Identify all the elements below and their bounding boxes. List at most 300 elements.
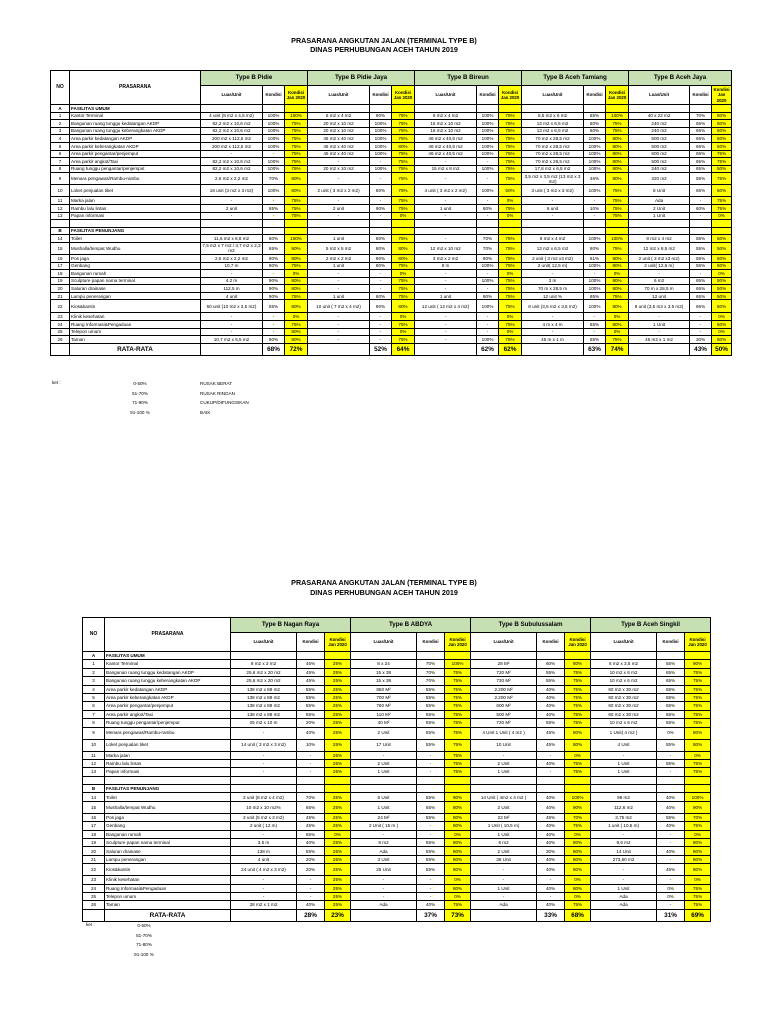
row-prasarana: FASILITAS PENUNJANG <box>105 785 231 793</box>
cell-kondisi-jan: 50% <box>712 262 732 270</box>
cell-kondisi: 90% <box>263 277 285 285</box>
cell-kondisi-jan: 75% <box>685 693 711 701</box>
cell-kondisi-jan: 75% <box>285 135 308 143</box>
row-number: 6 <box>83 702 105 710</box>
cell-kondisi: - <box>657 839 685 847</box>
cell-luas: 1 unit <box>415 292 477 300</box>
cell-luas: - <box>308 197 370 205</box>
cell-kondisi: - <box>263 270 285 278</box>
cell-kondisi-jan: 25% <box>325 677 351 685</box>
cell-kondisi: 100% <box>263 158 285 166</box>
cell-kondisi: 45% <box>537 813 565 821</box>
rata-kondisi: 43% <box>690 343 712 355</box>
cell-luas: 1 Unit <box>629 212 690 220</box>
cell-luas: 1 unit <box>308 235 370 243</box>
cell-luas: 1 unit <box>415 204 477 212</box>
cell-kondisi-jan: 75% <box>565 702 591 710</box>
cell-luas <box>522 105 584 113</box>
cell-luas: 2 unit <box>308 204 370 212</box>
cell-kondisi-jan: 0% <box>685 876 711 884</box>
row-prasarana: Menara pengawas/Rambu-rambu <box>105 727 231 739</box>
cell-luas: 12 m2 x 8,5 m2 <box>629 242 690 254</box>
cell-luas: 46 m2 x 40,5 m2 <box>415 142 477 150</box>
cell-kondisi-jan <box>606 227 629 235</box>
legend-range: 91-100 % <box>130 409 150 415</box>
cell-kondisi: 100% <box>263 112 285 120</box>
row-number: 9 <box>51 173 70 185</box>
col-no-header: NO <box>83 618 105 652</box>
blank-row <box>51 220 732 228</box>
cell-kondisi: 65% <box>297 801 325 813</box>
cell-kondisi: 55% <box>297 685 325 693</box>
cell-luas: 82,2 m2 x 10,6 m2 <box>201 127 263 135</box>
cell-kondisi: - <box>584 270 606 278</box>
row-prasarana: Bangunan ruang tunggu keberangkatan AKDP <box>70 127 201 135</box>
rata-blank <box>308 343 370 355</box>
row-number: 19 <box>83 839 105 847</box>
cell-luas: - <box>201 150 263 158</box>
cell-luas: - <box>351 892 417 900</box>
cell-kondisi: 40% <box>537 864 565 876</box>
cell-kondisi-jan: 75% <box>445 693 471 701</box>
row-number: 25 <box>83 892 105 900</box>
cell-luas: 1 Unit( 4 m2 ) <box>591 727 657 739</box>
cell-kondisi: 65% <box>297 830 325 838</box>
cell-kondisi: 100% <box>263 135 285 143</box>
sub-header-luas: Luas/Unit <box>308 86 370 105</box>
cell-luas: 760 M² <box>351 702 417 710</box>
cell-kondisi-jan: 50% <box>712 300 732 313</box>
legend-description: BAIK <box>200 409 211 415</box>
cell-kondisi: 100% <box>584 285 606 293</box>
cell-kondisi-jan: 75% <box>392 185 415 197</box>
cell-kondisi: 60% <box>584 120 606 128</box>
row-prasarana: Klinik kesehatan <box>105 876 231 884</box>
row-number: A <box>83 652 105 660</box>
row-number: 22 <box>51 300 70 313</box>
table-row <box>51 150 732 158</box>
row-prasarana: Ruang Informasi&Pengaduan <box>105 884 231 892</box>
cell-luas <box>415 227 477 235</box>
cell-kondisi: 40% <box>537 884 565 892</box>
cell-luas: 4 m x 4 m <box>522 321 584 329</box>
row-prasarana: Loket penjualan tiket <box>105 739 231 751</box>
cell-luas: - <box>231 892 297 900</box>
cell-kondisi-jan: 75% <box>712 150 732 158</box>
row-prasarana: Klinik kesehatan <box>70 313 201 321</box>
cell-luas: 2 Unit <box>471 847 537 855</box>
cell-luas: - <box>308 328 370 336</box>
cell-kondisi-jan <box>499 227 522 235</box>
cell-kondisi: - <box>263 197 285 205</box>
row-number: 23 <box>83 876 105 884</box>
cell-kondisi-jan <box>712 105 732 113</box>
cell-luas: 1 unit ( 10,5 m) <box>591 822 657 830</box>
cell-kondisi-jan: 25% <box>325 822 351 830</box>
table-row <box>83 668 711 676</box>
blank-row <box>83 776 711 784</box>
cell-kondisi-jan: 75% <box>565 719 591 727</box>
cell-kondisi <box>537 785 565 793</box>
cell-kondisi: 55% <box>657 813 685 821</box>
cell-kondisi: 45% <box>657 864 685 876</box>
cell-kondisi-jan: 80% <box>606 158 629 166</box>
row-prasarana: Bangunan rumah <box>70 270 201 278</box>
cell-kondisi: 100% <box>477 135 499 143</box>
cell-luas: 1 unit <box>308 292 370 300</box>
cell-luas: - <box>308 285 370 293</box>
section-row <box>51 227 732 235</box>
cell-luas: 138 m2 x 88 m2 <box>231 702 297 710</box>
cell-luas: 22 M² <box>471 813 537 821</box>
row-number: 26 <box>83 901 105 909</box>
cell-kondisi-jan: 75% <box>606 242 629 254</box>
sub-header-kondisi: Kondisi <box>690 86 712 105</box>
cell-luas: 1 Unit <box>629 321 690 329</box>
cell-kondisi: 90% <box>263 336 285 344</box>
cell-kondisi-jan: 90% <box>565 801 591 813</box>
cell-kondisi-jan: 0% <box>565 751 591 759</box>
cell-kondisi: - <box>690 313 712 321</box>
cell-luas: 2 Unit <box>471 759 537 767</box>
cell-kondisi-jan: 80% <box>606 285 629 293</box>
cell-kondisi: - <box>477 328 499 336</box>
row-prasarana: Saluran drainase <box>70 285 201 293</box>
table-row <box>83 793 711 801</box>
cell-kondisi: 70% <box>477 235 499 243</box>
cell-luas: 2 unit( 12,5 m) <box>629 262 690 270</box>
cell-luas: 60 m2 x 30 m2 <box>591 710 657 718</box>
table-row <box>83 759 711 767</box>
sub-header-kj: Kondisi Jan 2020 <box>325 633 351 652</box>
cell-kondisi: 65% <box>657 710 685 718</box>
cell-kondisi-jan: 75% <box>445 751 471 759</box>
cell-kondisi-jan: 75% <box>685 710 711 718</box>
blank-cell <box>83 776 105 784</box>
cell-kondisi: 100% <box>584 150 606 158</box>
cell-kondisi <box>297 652 325 660</box>
cell-kondisi-jan: 75% <box>499 135 522 143</box>
cell-kondisi: - <box>417 884 445 892</box>
cell-kondisi: - <box>657 901 685 909</box>
cell-kondisi: 55% <box>417 855 445 863</box>
cell-kondisi: 100% <box>584 300 606 313</box>
cell-kondisi: 60% <box>537 660 565 668</box>
cell-luas: Ada <box>351 847 417 855</box>
row-prasarana: Kantor Terminal <box>105 660 231 668</box>
cell-kondisi: 20% <box>297 719 325 727</box>
cell-kondisi: 100% <box>477 262 499 270</box>
cell-kondisi-jan <box>392 227 415 235</box>
row-number: 12 <box>51 204 70 212</box>
row-prasarana: Area parkir pengantar/penjemput <box>105 702 231 710</box>
row-prasarana: Mushalla/tempat Wudhu <box>105 801 231 813</box>
cell-kondisi: 65% <box>690 127 712 135</box>
row-prasarana: Kios&kantin <box>70 300 201 313</box>
cell-kondisi-jan: 0% <box>685 830 711 838</box>
cell-kondisi: 100% <box>584 277 606 285</box>
legend-description: CUKUP/DIFUNGSIKAN <box>200 400 249 406</box>
legend-range: 51-70% <box>136 932 152 938</box>
row-prasarana: Marka jalan <box>70 197 201 205</box>
cell-kondisi: 55% <box>537 719 565 727</box>
cell-kondisi: - <box>370 270 392 278</box>
blank-cell <box>370 220 392 228</box>
table-row <box>83 884 711 892</box>
cell-luas: - <box>201 328 263 336</box>
row-number: 7 <box>83 710 105 718</box>
cell-kondisi: - <box>477 173 499 185</box>
sub-header-luas: Luas/Unit <box>231 633 297 652</box>
cell-kondisi-jan: 50% <box>712 185 732 197</box>
cell-luas: 720 M² <box>471 719 537 727</box>
table-row <box>51 204 732 212</box>
cell-luas: 40 M² <box>351 719 417 727</box>
row-prasarana: Taman <box>105 901 231 909</box>
cell-luas: 60 m2 x 30 m2 <box>591 693 657 701</box>
table-row <box>83 768 711 776</box>
cell-kondisi: - <box>690 328 712 336</box>
cell-kondisi-jan: 0% <box>499 270 522 278</box>
cell-kondisi-jan: 50% <box>712 336 732 344</box>
cell-kondisi: 55% <box>690 242 712 254</box>
cell-luas: - <box>308 173 370 185</box>
cell-kondisi: 65% <box>690 158 712 166</box>
rata-kondisi-jan: 73% <box>445 909 471 921</box>
cell-kondisi-jan: 25% <box>325 813 351 821</box>
row-number: 1 <box>83 660 105 668</box>
rata-blank <box>471 909 537 921</box>
table-row <box>83 864 711 876</box>
cell-kondisi <box>477 105 499 113</box>
cell-kondisi: 45% <box>537 727 565 739</box>
cell-luas: - <box>308 158 370 166</box>
cell-kondisi-jan: 100% <box>606 235 629 243</box>
cell-luas: - <box>629 313 690 321</box>
header-row-groups <box>83 618 711 633</box>
cell-kondisi-jan: 80% <box>565 739 591 751</box>
cell-kondisi-jan: 90% <box>285 242 308 254</box>
cell-luas: 6 m2 x 3,5 m2 <box>591 660 657 668</box>
cell-kondisi <box>263 105 285 113</box>
table-row <box>51 173 732 185</box>
cell-kondisi-jan: 0% <box>392 313 415 321</box>
cell-kondisi-jan: 70% <box>565 813 591 821</box>
cell-kondisi: - <box>370 197 392 205</box>
blank-cell <box>685 776 711 784</box>
cell-kondisi-jan: 80% <box>606 150 629 158</box>
cell-kondisi-jan: 25% <box>325 751 351 759</box>
cell-kondisi: 65% <box>657 702 685 710</box>
cell-kondisi-jan: 0% <box>392 270 415 278</box>
table-row <box>83 892 711 900</box>
table-row <box>51 135 732 143</box>
row-number: 21 <box>51 292 70 300</box>
cell-kondisi: 46% <box>584 173 606 185</box>
cell-kondisi-jan: 0% <box>712 212 732 220</box>
cell-kondisi <box>370 105 392 113</box>
cell-kondisi: 65% <box>690 150 712 158</box>
cell-kondisi: - <box>657 876 685 884</box>
cell-kondisi-jan: 25% <box>325 901 351 909</box>
cell-kondisi-jan: 0% <box>499 212 522 220</box>
rata-kondisi-jan: 23% <box>325 909 351 921</box>
cell-luas: 70 m x 28,5 m <box>629 285 690 293</box>
cell-luas: Ada <box>351 901 417 909</box>
table-row <box>51 142 732 150</box>
cell-kondisi-jan: 75% <box>565 693 591 701</box>
cell-luas: 15 m2 x 8 m2 <box>415 165 477 173</box>
cell-luas: - <box>591 830 657 838</box>
cell-kondisi-jan: 75% <box>499 277 522 285</box>
sub-header-kondisi: Kondisi <box>263 86 285 105</box>
table-row <box>83 751 711 759</box>
cell-kondisi-jan: 80% <box>445 822 471 830</box>
cell-kondisi: - <box>690 270 712 278</box>
cell-luas: - <box>522 270 584 278</box>
cell-kondisi-jan: 75% <box>392 150 415 158</box>
row-prasarana: Bangunan ruang tunggu kedatangan AKDP <box>70 120 201 128</box>
cell-luas: 1 Unit ( 10,5 m) <box>471 822 537 830</box>
cell-kondisi: - <box>477 197 499 205</box>
row-number: B <box>83 785 105 793</box>
cell-kondisi <box>657 652 685 660</box>
cell-luas: 2,6 m2 x 2,2 m2 <box>201 173 263 185</box>
rata-kondisi: 63% <box>584 343 606 355</box>
cell-kondisi-jan: 80% <box>392 242 415 254</box>
cell-kondisi: 55% <box>263 300 285 313</box>
cell-luas <box>415 105 477 113</box>
cell-kondisi: 0% <box>657 884 685 892</box>
cell-luas <box>201 105 263 113</box>
cell-kondisi: - <box>537 768 565 776</box>
cell-luas: 2 Unit <box>351 759 417 767</box>
cell-luas: 200 m2 x 112,5 m2 <box>201 135 263 143</box>
rata-kondisi: 33% <box>537 909 565 921</box>
cell-kondisi-jan: 0% <box>565 830 591 838</box>
rata-rata-label: RATA-RATA <box>70 343 201 355</box>
row-number: 4 <box>83 685 105 693</box>
cell-kondisi: 40% <box>537 839 565 847</box>
sheet1-title: PRASARANA ANGKUTAN JALAN (TERMINAL TYPE B) <box>291 36 477 45</box>
cell-luas: 3 m <box>522 277 584 285</box>
cell-luas: 4 unit <box>231 855 297 863</box>
row-prasarana: Rambu lalu lintas <box>70 204 201 212</box>
cell-kondisi: - <box>417 830 445 838</box>
cell-kondisi: 40% <box>297 727 325 739</box>
row-number: 18 <box>83 830 105 838</box>
cell-kondisi-jan: 75% <box>606 127 629 135</box>
cell-kondisi: 100% <box>263 127 285 135</box>
cell-kondisi: - <box>417 751 445 759</box>
table-row <box>83 813 711 821</box>
table-row <box>51 285 732 293</box>
cell-kondisi: - <box>417 822 445 830</box>
cell-kondisi-jan: 50% <box>712 142 732 150</box>
cell-kondisi: 55% <box>417 727 445 739</box>
cell-kondisi <box>584 105 606 113</box>
cell-kondisi: - <box>537 876 565 884</box>
cell-kondisi-jan: 80% <box>685 864 711 876</box>
cell-luas: 240 m2 <box>629 165 690 173</box>
cell-kondisi-jan: 25% <box>325 884 351 892</box>
row-prasarana: Telepon umum <box>70 328 201 336</box>
cell-luas: 15 m2 x 10 m2 <box>415 120 477 128</box>
cell-kondisi-jan: 70% <box>685 813 711 821</box>
table-row <box>51 277 732 285</box>
cell-kondisi-jan: 25% <box>325 801 351 813</box>
cell-luas: 24 M² <box>351 813 417 821</box>
cell-kondisi: 65% <box>690 285 712 293</box>
table-row <box>51 158 732 166</box>
cell-kondisi-jan: 75% <box>499 173 522 185</box>
cell-kondisi-jan: 0% <box>445 892 471 900</box>
cell-kondisi: - <box>537 751 565 759</box>
rata-blank <box>415 343 477 355</box>
cell-luas: Ada <box>591 901 657 909</box>
cell-luas: 138 m2 x 88 m2 <box>231 693 297 701</box>
cell-kondisi-jan: 75% <box>285 292 308 300</box>
cell-kondisi: - <box>477 212 499 220</box>
cell-kondisi-jan: 80% <box>392 300 415 313</box>
cell-kondisi-jan: 75% <box>685 892 711 900</box>
cell-kondisi-jan: 75% <box>499 292 522 300</box>
cell-luas: 70 m2 x 28,5 m2 <box>522 158 584 166</box>
blank-cell <box>584 220 606 228</box>
cell-kondisi: 60% <box>584 242 606 254</box>
cell-luas <box>351 652 417 660</box>
blank-cell <box>201 220 263 228</box>
row-number: 15 <box>51 242 70 254</box>
cell-kondisi: 40% <box>537 685 565 693</box>
cell-kondisi-jan: 0% <box>499 197 522 205</box>
cell-luas: 60 m2 x 30 m2 <box>591 685 657 693</box>
cell-kondisi-jan: 75% <box>285 197 308 205</box>
cell-kondisi: 65% <box>690 277 712 285</box>
cell-kondisi <box>297 785 325 793</box>
cell-kondisi-jan: 0% <box>499 328 522 336</box>
cell-kondisi-jan: 80% <box>565 884 591 892</box>
cell-luas: 2 Unit ( 15 m ) <box>351 822 417 830</box>
cell-luas: 45 m2 x 40 m2 <box>308 135 370 143</box>
cell-kondisi-jan: 80% <box>565 847 591 855</box>
cell-kondisi: 0% <box>657 892 685 900</box>
row-number: 24 <box>51 321 70 329</box>
cell-luas: 240 m2 <box>629 127 690 135</box>
cell-kondisi-jan: 25% <box>325 864 351 876</box>
cell-kondisi-jan: 100% <box>606 112 629 120</box>
cell-kondisi: - <box>297 759 325 767</box>
sheet2-legend <box>86 920 286 970</box>
cell-kondisi-jan: 75% <box>392 173 415 185</box>
cell-luas: 6 m2 <box>629 277 690 285</box>
cell-luas: - <box>351 876 417 884</box>
sub-header-kondisi: Kondisi <box>537 633 565 652</box>
cell-kondisi-jan: 0% <box>392 328 415 336</box>
cell-luas: - <box>201 313 263 321</box>
cell-kondisi-jan: 75% <box>685 719 711 727</box>
row-number: 3 <box>51 127 70 135</box>
blank-cell <box>591 776 657 784</box>
legend-range: 51-70% <box>132 390 148 396</box>
cell-luas: 2 unit (8 m2 x 4 m2) <box>231 793 297 801</box>
blank-cell <box>351 776 417 784</box>
blank-cell <box>105 776 231 784</box>
cell-luas: - <box>522 212 584 220</box>
cell-kondisi-jan: 75% <box>445 719 471 727</box>
cell-kondisi-jan: 80% <box>565 864 591 876</box>
cell-luas: - <box>231 876 297 884</box>
